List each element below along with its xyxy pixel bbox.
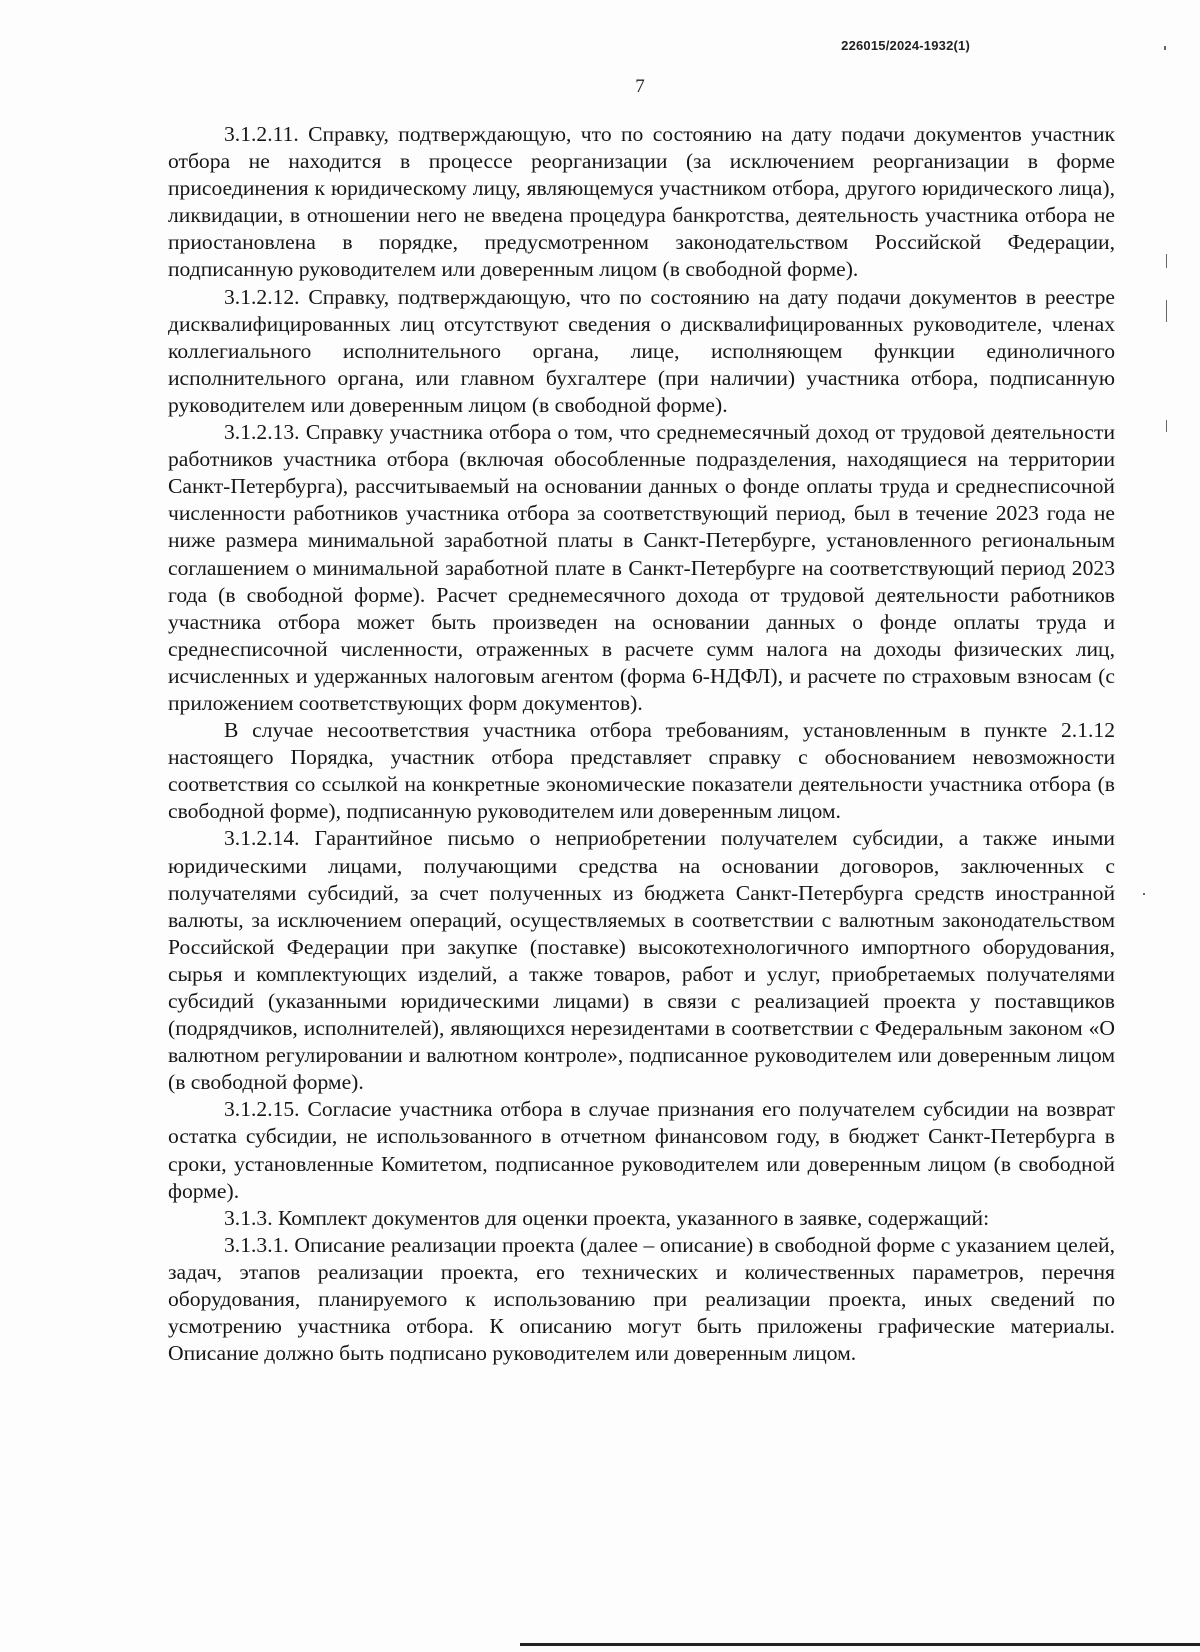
paragraph-3-1-2-12: 3.1.2.12. Справку, подтверждающую, что по состоянию на дату подачи документов в реестре дисквалифицированных лиц отсутствуют сведения о дисквалифицированных руководителе, членах коллегиального исполнительного органа, лице, исполняющем функции единоличного исполнительного органа, или главном бухгалтере (при наличии) участника отбора, подписанную руководителем или доверенным лицом (в свободной форме). <box>168 284 1115 417</box>
document-body <box>168 121 1115 1367</box>
scan-speck <box>1166 420 1167 432</box>
scan-speck <box>1166 254 1167 268</box>
scan-speck <box>1164 46 1166 50</box>
paragraph-3-1-2-14: 3.1.2.14. Гарантийное письмо о неприобретении получателем субсидии, а также иными юридическими лицами, получающими средства на основании договоров, заключенных с получателями субсидий, за счет полученных из бюджета Санкт-Петербурга средств иностранной валюты, за исключением операций, осуществляемых в соответствии с валютным законодательством Российской Федерации при закупке (поставке) высокотехнологичного импортного оборудования, сырья и комплектующих изделий, а также товаров, работ и услуг, приобретаемых получателями субсидий (указанными юридическими лицами) в связи с реализацией проекта у поставщиков (подрядчиков, исполнителей), являющихся нерезидентами в соответствии с Федеральным законом «О валютном регулировании и валютном контроле», подписанное руководителем или доверенным лицом (в свободной форме). <box>168 826 1115 1095</box>
scan-speck <box>1143 893 1145 895</box>
paragraph-3-1-2-11: 3.1.2.11. Справку, подтверждающую, что по состоянию на дату подачи документов участник отбора не находится в процессе реорганизации (за исключением реорганизации в форме присоединения к юридическому лицу, являющемуся участником отбора, другого юридического лица), ликвидации, в отношении него не введена процедура банкротства, деятельность участника отбора не приостановлена в порядке, предусмотренном законодательством Российской Федерации, подписанную руководителем или доверенным лицом (в свободной форме). <box>168 122 1115 282</box>
paragraph-3-1-3-1: 3.1.3.1. Описание реализации проекта (далее – описание) в свободной форме с указанием целей, задач, этапов реализации проекта, его технических и количественных параметров, перечня оборудования, планируемого к использованию при реализации проекта, иных сведений по усмотрению участника отбора. К описанию могут быть приложены графические материалы. Описание должно быть подписано руководителем или доверенным лицом. <box>168 1232 1115 1366</box>
scan-speck <box>1166 300 1167 322</box>
paragraph-3-1-2-13: 3.1.2.13. Справку участника отбора о том, что среднемесячный доход от трудовой деятельности работников участника отбора (включая обособленные подразделения, находящиеся на территории Санкт-Петербурга), рассчитываемый на основании данных о фонде оплаты труда и среднесписочной численности работников участника отбора за соответствующий период, был в течение 2023 года не ниже размера минимальной заработной платы в Санкт-Петербурге, установленного региональным соглашением о минимальной заработной плате в Санкт-Петербурге на соответствующий период 2023 года (в свободной форме). Расчет среднемесячного дохода от трудовой деятельности работников участника отбора может быть произведен на основании данных о фонде оплаты труда и среднесписочной численности, отраженных в расчете сумм налога на доходы физических лиц, исчисленных и удержанных налоговым агентом (форма 6-НДФЛ), и расчете по страховым взносам (с приложением соответствующих форм документов). <box>168 420 1115 715</box>
scan-bottom-edge <box>520 1643 1200 1646</box>
paragraph-3-1-2-15: 3.1.2.15. Согласие участника отбора в случае признания его получателем субсидии на возврат остатка субсидии, не использованного в отчетном финансовом году, в бюджет Санкт-Петербурга в сроки, установленные Комитетом, подписанное руководителем или доверенным лицом (в свободной форме). <box>168 1097 1115 1203</box>
paragraph-3-1-3: 3.1.3. Комплект документов для оценки проекта, указанного в заявке, содержащий: <box>224 1205 990 1230</box>
paragraph-noncompliance-note: В случае несоответствия участника отбора требованиям, установленным в пункте 2.1.12 настоящего Порядка, участник отбора представляет справку с обоснованием невозможности соответствия со ссылкой на конкретные экономические показатели деятельности участника отбора (в свободной форме), подписанную руководителем или доверенным лицом. <box>168 718 1115 824</box>
page-number: 7 <box>635 76 645 97</box>
document-number: 226015/2024-1932(1) <box>841 38 970 53</box>
